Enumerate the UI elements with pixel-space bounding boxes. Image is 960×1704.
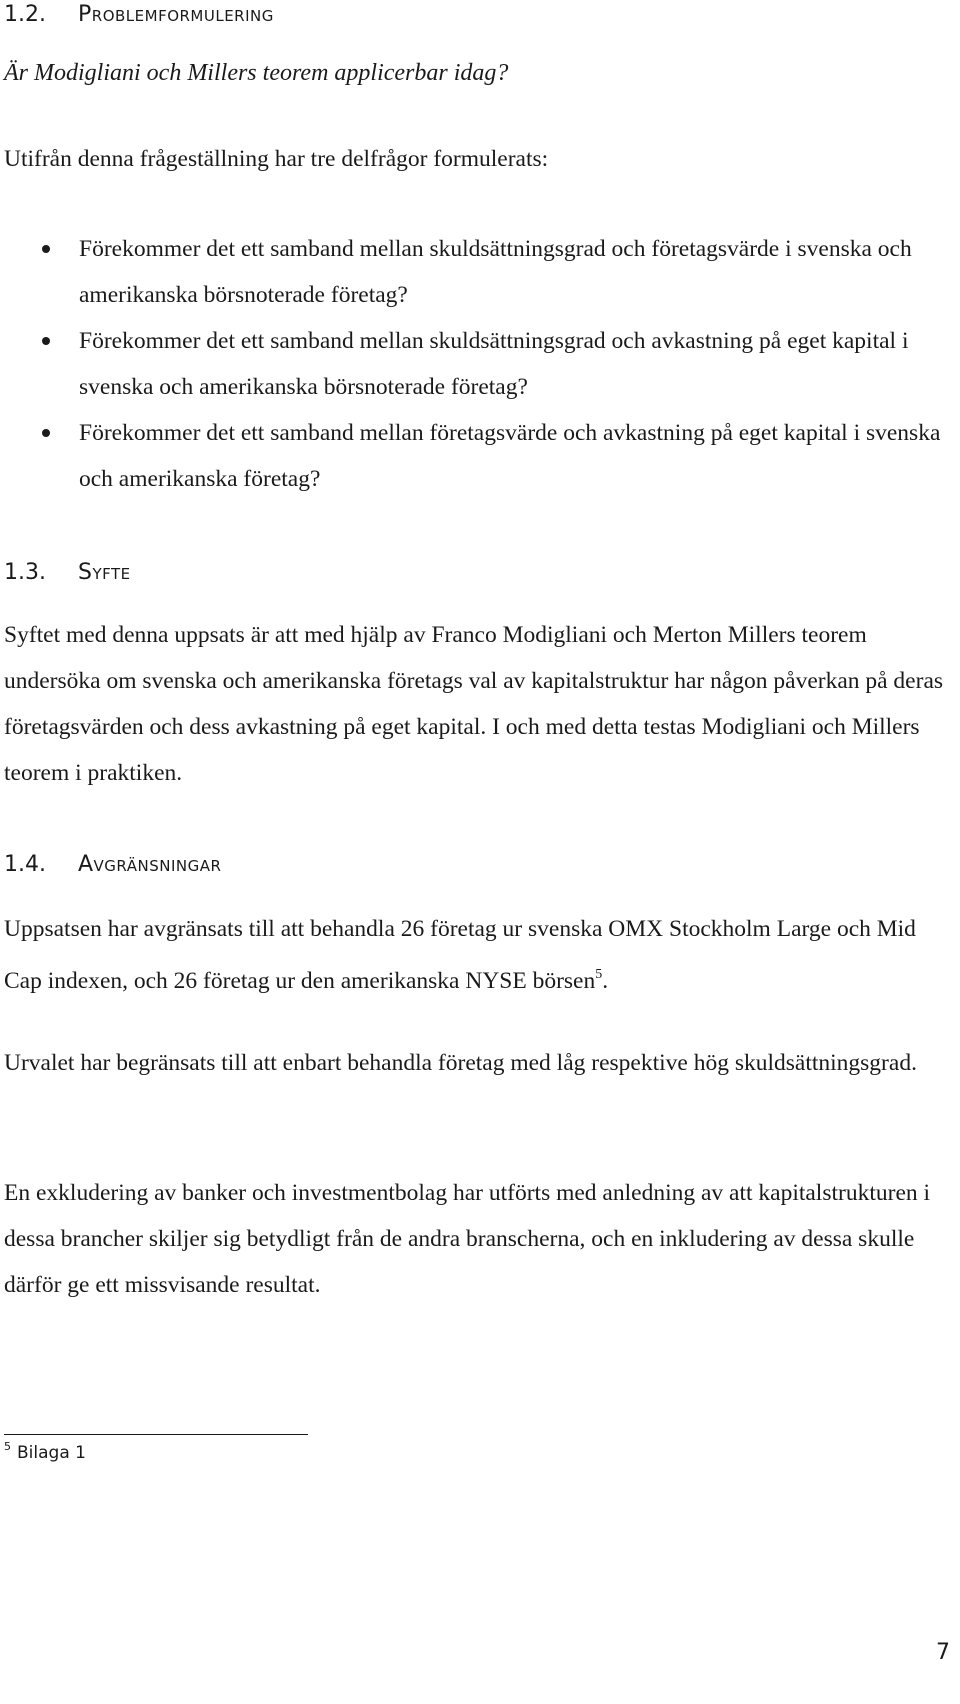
list-item-text: Förekommer det ett samband mellan företagsvärde och avkastning på eget kapital i svenska och amerikanska företag?: [79, 420, 941, 492]
section-heading-avgransningar: [4, 852, 221, 877]
avgransningar-paragraph-1: [4, 906, 954, 1004]
section-heading-syfte: [4, 560, 131, 585]
bullet-icon: [42, 337, 50, 345]
bullet-icon: [42, 245, 50, 253]
list-item: [0, 318, 950, 410]
footnote: [4, 1440, 86, 1463]
paragraph-end: .: [602, 968, 609, 994]
list-item: [0, 410, 950, 502]
intro-paragraph: Utifrån denna frågeställning har tre delfrågor formulerats:: [4, 146, 549, 172]
list-item-text: Förekommer det ett samband mellan skuldsättningsgrad och avkastning på eget kapital i svenska och amerikanska börsnoterade företag?: [79, 328, 909, 400]
section-title: Syfte: [78, 560, 131, 585]
research-question: Är Modigliani och Millers teorem applicerbar idag?: [4, 60, 509, 86]
paragraph-text: Uppsatsen har avgränsats till att behandla 26 företag ur svenska OMX Stockholm Large och Mid Cap indexen, och 26 företag ur den amerikanska NYSE börsen: [4, 916, 916, 994]
section-heading-problemformulering: [4, 2, 274, 27]
footnote-text: Bilaga 1: [17, 1443, 86, 1463]
footnote-reference[interactable]: 5: [595, 967, 603, 982]
page-number: 7: [936, 1640, 950, 1665]
section-title: Avgränsningar: [78, 852, 222, 877]
syfte-paragraph: Syftet med denna uppsats är att med hjälp av Franco Modigliani och Merton Millers teorem undersöka om svenska och amerikanska företags val av kapitalstruktur har någon påverkan på deras företagsvärden och dess avkastning på eget kapital. I och med detta testas Modigliani och Millers teorem i praktiken.: [4, 622, 944, 786]
bullet-icon: [42, 429, 50, 437]
section-number: 1.2.: [4, 2, 46, 27]
list-item: [0, 226, 950, 318]
sub-question-list: [0, 226, 950, 502]
list-item-text: Förekommer det ett samband mellan skuldsättningsgrad och företagsvärde i svenska och amerikanska börsnoterade företag?: [79, 236, 912, 308]
section-title: Problemformulering: [78, 2, 274, 27]
footnote-mark: 5: [4, 1440, 11, 1453]
section-number: 1.4.: [4, 852, 46, 877]
footnote-separator: [4, 1434, 308, 1435]
avgransningar-paragraph-2: Urvalet har begränsats till att enbart behandla företag med låg respektive hög skuldsättningsgrad.: [4, 1050, 917, 1076]
section-number: 1.3.: [4, 560, 46, 585]
avgransningar-paragraph-3: En exkludering av banker och investmentbolag har utförts med anledning av att kapitalstrukturen i dessa brancher skiljer sig betydligt från de andra branscherna, och en inkludering av dessa skulle därför ge ett missvisande resultat.: [4, 1180, 931, 1298]
